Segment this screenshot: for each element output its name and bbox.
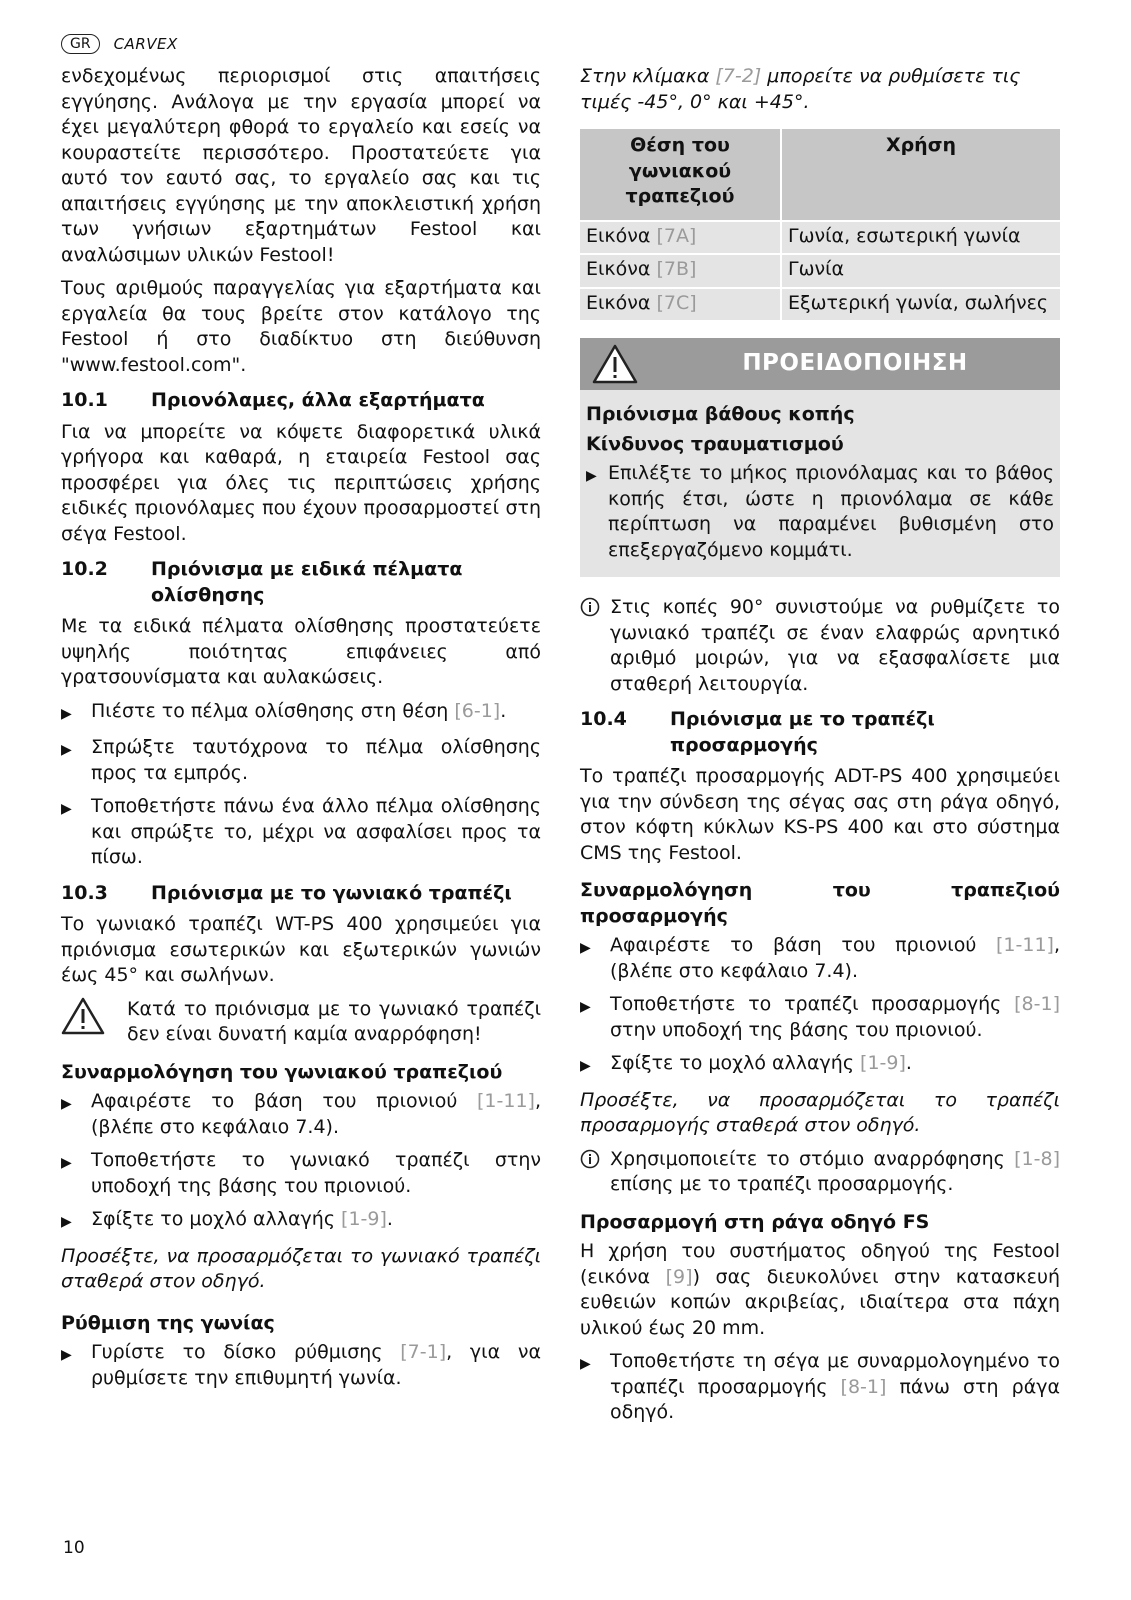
paragraph: Με τα ειδικά πέλματα ολίσθησης προστατεύετε υψηλής ποιότητας επιφάνειες από γρατσουνίσματα και αυλακώσεις. [61, 615, 541, 688]
figure-ref: [8-1] [840, 1375, 887, 1398]
bullet-arrow-icon: ▶ [61, 1155, 72, 1171]
warning-header [580, 338, 1060, 390]
warning-title: ΠΡΟΕΙΔΟΠΟΙΗΣΗ [742, 350, 968, 377]
info-note: Στις κοπές 90° συνιστούμε να ρυθμίζετε το γωνιακό τραπέζι σε έναν ελαφρώς αρνητικό αριθμό μοιρών, για να εξασφαλίσετε μια σταθερή λειτουργία. [580, 595, 1060, 697]
brand-name: CARVEX [113, 35, 178, 53]
figure-ref: [1-11] [477, 1090, 535, 1112]
warning-triangle-icon [61, 997, 127, 1048]
figure-ref: [7-2] [715, 65, 762, 87]
figure-ref: [1-9] [860, 1052, 906, 1074]
figure-ref: [7-1] [400, 1341, 447, 1363]
table-row: Εικόνα [7B] Γωνία [580, 254, 1060, 288]
bullet-arrow-icon: ▶ [580, 999, 591, 1015]
bullet-arrow-icon: ▶ [580, 940, 591, 956]
left-column [61, 64, 541, 1399]
table-header: Θέση του γωνιακού τραπεζιού [580, 129, 781, 221]
paragraph: Τους αριθμούς παραγγελίας για εξαρτήματα και εργαλεία θα τους βρείτε στον κατάλογο της Festool ή στο διαδίκτυο στη διεύθυνση "www.festool.com". [61, 277, 541, 376]
subheading: Συναρμολόγηση του τραπεζιού προσαρμογής [580, 879, 1060, 927]
language-badge: GR [61, 34, 100, 54]
right-column [580, 64, 1060, 1434]
paragraph: Το γωνιακό τραπέζι WT-PS 400 χρησιμεύει για πριόνισμα εσωτερικών και εξωτερικών γωνιών έως 45° και σωλήνων. [61, 913, 541, 986]
warning-subheading: Κίνδυνος τραυματισμού [586, 432, 844, 455]
bullet-arrow-icon: ▶ [61, 705, 72, 722]
inline-warning: Κατά το πριόνισμα με το γωνιακό τραπέζι δεν είναι δυνατή καμία αναρρόφηση! [61, 997, 541, 1048]
info-icon [580, 595, 610, 697]
figure-ref: [8-1] [1014, 993, 1060, 1015]
italic-note: Προσέξτε, να προσαρμόζεται το γωνιακό τραπέζι σταθερά στον οδηγό. [61, 1244, 541, 1292]
warning-box [580, 338, 1060, 577]
section-heading-10-2: 10.2 Πριόνισμα με ειδικά πέλματα ολίσθησης [61, 558, 463, 606]
list-item: ▶ Σφίξτε το μοχλό αλλαγής [1-9]. [61, 1207, 541, 1236]
paragraph: Το τραπέζι προσαρμογής ADT-PS 400 χρησιμεύει για την σύνδεση της σέγας σας στη ράγα οδηγό, στον κόφτη κύκλων KS-PS 400 και στο σύστημα CMS της Festool. [580, 765, 1060, 864]
paragraph: ενδεχομένως περιορισμοί στις απαιτήσεις εγγύησης. Ανάλογα με την εργασία μπορεί να έχει μεγαλύτερη φθορά το εργαλείο και εσείς να κουραστείτε περισσότερο. Προστατεύετε για αυτό τον εαυτό σας, το εργαλείο σας και τις απαιτήσεις εγγύησης με την αποκλειστική χρήση των γνήσιων εξαρτημάτων Festool και αναλώσιμων υλικών Festool! [61, 65, 541, 266]
figure-ref: [7B] [656, 258, 697, 280]
list-item: ▶ Τοποθετήστε το τραπέζι προσαρμογής [8-1] στην υποδοχή της βάσης του πριονιού. [580, 992, 1060, 1043]
subheading: Συναρμολόγηση του γωνιακού τραπεζιού [61, 1060, 503, 1083]
list-item: ▶ Πιέστε το πέλμα ολίσθησης στη θέση [6-1]. [61, 699, 541, 728]
warning-subheading: Πριόνισμα βάθους κοπής [586, 403, 855, 425]
list-item: ▶ Σπρώξτε ταυτόχρονα το πέλμα ολίσθησης προς τα εμπρός. [61, 735, 541, 786]
list-item: ▶ Γυρίστε το δίσκο ρύθμισης [7-1], για να ρυθμίσετε την επιθυμητή γωνία. [61, 1340, 541, 1391]
bullet-arrow-icon: ▶ [61, 1347, 72, 1363]
info-icon [580, 1147, 610, 1198]
italic-note: Προσέξτε, να προσαρμόζεται το τραπέζι προσαρμογής σταθερά στον οδηγό. [580, 1088, 1060, 1136]
figure-ref: [9] [665, 1265, 693, 1288]
section-heading-10-1: 10.1 Πριονόλαμες, άλλα εξαρτήματα [61, 389, 485, 411]
warning-triangle-icon [580, 344, 650, 384]
warning-body [580, 390, 1060, 577]
paragraph: Η χρήση του συστήματος οδηγού της Festool (εικόνα [9]) σας διευκολύνει στην κατασκευή ευθειών κοπών ακριβείας, ιδιαίτερα στα πάχη υλικού έως 20 mm. [580, 1240, 1060, 1339]
list-item: ▶ Επιλέξτε το μήκος πριονόλαμας και το βάθος κοπής έτσι, ώστε η πριονόλαμα σε κάθε περίπτωση να παραμένει βυθισμένη στο επεξεργαζόμενο κομμάτι. [586, 461, 1054, 563]
subheading: Ρύθμιση της γωνίας [61, 1311, 275, 1334]
bullet-arrow-icon: ▶ [61, 1214, 72, 1230]
subheading: Προσαρμογή στη ράγα οδηγό FS [580, 1210, 930, 1233]
figure-ref: [7C] [656, 291, 697, 314]
section-heading-10-3: 10.3 Πριόνισμα με το γωνιακό τραπέζι [61, 881, 512, 904]
figure-ref: [6-1] [454, 699, 501, 722]
bullet-arrow-icon: ▶ [580, 1356, 591, 1372]
page-header [61, 33, 178, 55]
bullet-arrow-icon: ▶ [61, 801, 72, 817]
paragraph: Για να μπορείτε να κόψετε διαφορετικά υλικά γρήγορα και καθαρά, η εταιρεία Festool σας προσφέρει για όλες τις περιπτώσεις χρήσης ειδικές πριονόλαμες που έχουν προσαρμοστεί στη σέγα Festool. [61, 420, 541, 545]
list-item: ▶ Τοποθετήστε το γωνιακό τραπέζι στην υποδοχή της βάσης του πριονιού. [61, 1148, 541, 1199]
table-header-row [580, 129, 1060, 221]
section-heading-10-4: 10.4 Πριόνισμα με το τραπέζι προσαρμογής [580, 708, 935, 756]
angle-table [580, 129, 1060, 322]
list-item: ▶ Σφίξτε το μοχλό αλλαγής [1-9]. [580, 1051, 1060, 1080]
italic-note: Στην κλίμακα [7-2] μπορείτε να ρυθμίσετε τις τιμές -45°, 0° και +45°. [580, 65, 1021, 113]
figure-ref: [1-11] [996, 934, 1054, 956]
bullet-arrow-icon: ▶ [586, 468, 597, 484]
bullet-arrow-icon: ▶ [61, 1096, 72, 1112]
table-row: Εικόνα [7C] Εξωτερική γωνία, σωλήνες [580, 288, 1060, 322]
bullet-arrow-icon: ▶ [580, 1058, 591, 1074]
figure-ref: [1-9] [341, 1208, 387, 1230]
bullet-arrow-icon: ▶ [61, 742, 72, 758]
list-item: ▶ Αφαιρέστε το βάση του πριονιού [1-11], (βλέπε στο κεφάλαιο 7.4). [61, 1089, 541, 1140]
page-number: 10 [63, 1538, 85, 1558]
figure-ref: [1-8] [1014, 1147, 1060, 1170]
list-item: ▶ Τοποθετήστε τη σέγα με συναρμολογημένο το τραπέζι προσαρμογής [8-1] πάνω στη ράγα οδηγό. [580, 1349, 1060, 1426]
figure-ref: [7A] [656, 224, 697, 247]
list-item: ▶ Τοποθετήστε πάνω ένα άλλο πέλμα ολίσθησης και σπρώξτε το, μέχρι να ασφαλίσει προς τα πίσω. [61, 794, 541, 871]
info-note: Χρησιμοποιείτε το στόμιο αναρρόφησης [1-8] επίσης με το τραπέζι προσαρμογής. [580, 1147, 1060, 1198]
list-item: ▶ Αφαιρέστε το βάση του πριονιού [1-11], (βλέπε στο κεφάλαιο 7.4). [580, 933, 1060, 984]
table-row: Εικόνα [7A] Γωνία, εσωτερική γωνία [580, 221, 1060, 255]
table-header: Χρήση [781, 129, 1060, 221]
